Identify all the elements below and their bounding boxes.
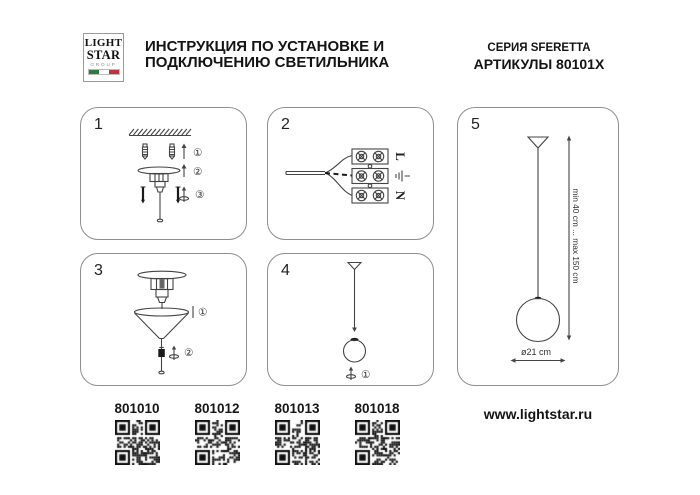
article-item (257, 401, 337, 465)
lightstar-logo (83, 33, 124, 82)
step-marker-2: ② (184, 347, 194, 359)
screwdriver-icon (180, 187, 189, 203)
articles-code: АРТИКУЛЫ 80101X (473, 56, 605, 72)
mounting-plate (138, 271, 186, 309)
diagram-wiring (268, 108, 433, 238)
diameter-dimension (511, 358, 566, 362)
logo-word-group: GROUP (90, 62, 117, 67)
height-dimension (567, 136, 571, 341)
qr-code (195, 420, 240, 465)
page-title (145, 39, 389, 71)
diagram-ceiling-mounting (81, 108, 246, 238)
diagram-cone-assembly (81, 254, 246, 384)
cable-icon (286, 156, 352, 196)
mounting-plate (138, 167, 180, 222)
diameter-dimension-label: ø21 cm (520, 347, 552, 357)
screwdriver-icon (170, 346, 179, 361)
qr-code (115, 420, 160, 465)
terminal-label-live: L (393, 152, 408, 161)
glass-sphere (344, 340, 366, 362)
italian-flag-icon (88, 69, 120, 75)
article-code: 801018 (354, 401, 400, 416)
diagram-sphere-assembly (268, 254, 433, 384)
screw-icon (176, 187, 181, 204)
height-dimension-label: min 40 cm ... max 150 cm (571, 188, 581, 284)
qr-code (275, 420, 320, 465)
wall-anchor-icon (170, 144, 175, 159)
insert-arrow-icon (182, 144, 187, 160)
wall-anchor-icon (143, 144, 148, 159)
page-title-line2: ПОДКЛЮЧЕНИЮ СВЕТИЛЬНИКА (145, 54, 390, 71)
screw-icon (141, 187, 146, 204)
terminal-label-neutral: N (393, 190, 408, 201)
logo-word-light: LIGHT (84, 37, 123, 49)
pendant-lamp (517, 137, 560, 342)
article-code: 801010 (114, 401, 160, 416)
cone-shade (135, 308, 189, 339)
step-number: 1 (94, 116, 103, 133)
step-marker-3: ③ (195, 189, 205, 201)
step-number: 2 (281, 116, 290, 133)
panel-step-4 (267, 253, 434, 386)
series-block (460, 42, 618, 72)
cord-grip (158, 339, 165, 374)
panel-dimensions (457, 107, 619, 386)
article-code: 801013 (274, 401, 320, 416)
qr-code (355, 420, 400, 465)
panel-step-2 (267, 107, 434, 240)
series-name: СЕРИЯ SFERETTA (487, 42, 591, 54)
website-link[interactable]: www.lightstar.ru (483, 406, 593, 422)
step-marker-1: ① (193, 147, 203, 159)
diagram-pendant-dimensions (458, 108, 618, 384)
panel-step-1 (80, 107, 247, 240)
insert-arrow-icon (182, 164, 187, 177)
step-number: 4 (281, 262, 290, 279)
article-item (177, 401, 257, 465)
terminal-block (352, 149, 388, 203)
screwdriver-icon (347, 367, 356, 381)
step-number: 3 (94, 262, 103, 279)
earth-symbol-icon (396, 171, 410, 182)
canopy-cone-icon (348, 263, 361, 270)
step-marker-1: ① (198, 306, 208, 319)
article-item (97, 401, 177, 465)
cord-with-arrow (352, 270, 357, 333)
step-marker-1: ① (361, 369, 371, 381)
step-number: 5 (471, 116, 480, 133)
ceiling-hatch-icon (129, 129, 191, 136)
article-code: 801012 (194, 401, 240, 416)
panel-step-3 (80, 253, 247, 386)
article-item (337, 401, 417, 465)
logo-word-star: STAR (86, 48, 121, 62)
page-title-line1: ИНСТРУКЦИЯ ПО УСТАНОВКЕ И (145, 38, 385, 55)
step-marker-2: ② (193, 166, 203, 178)
